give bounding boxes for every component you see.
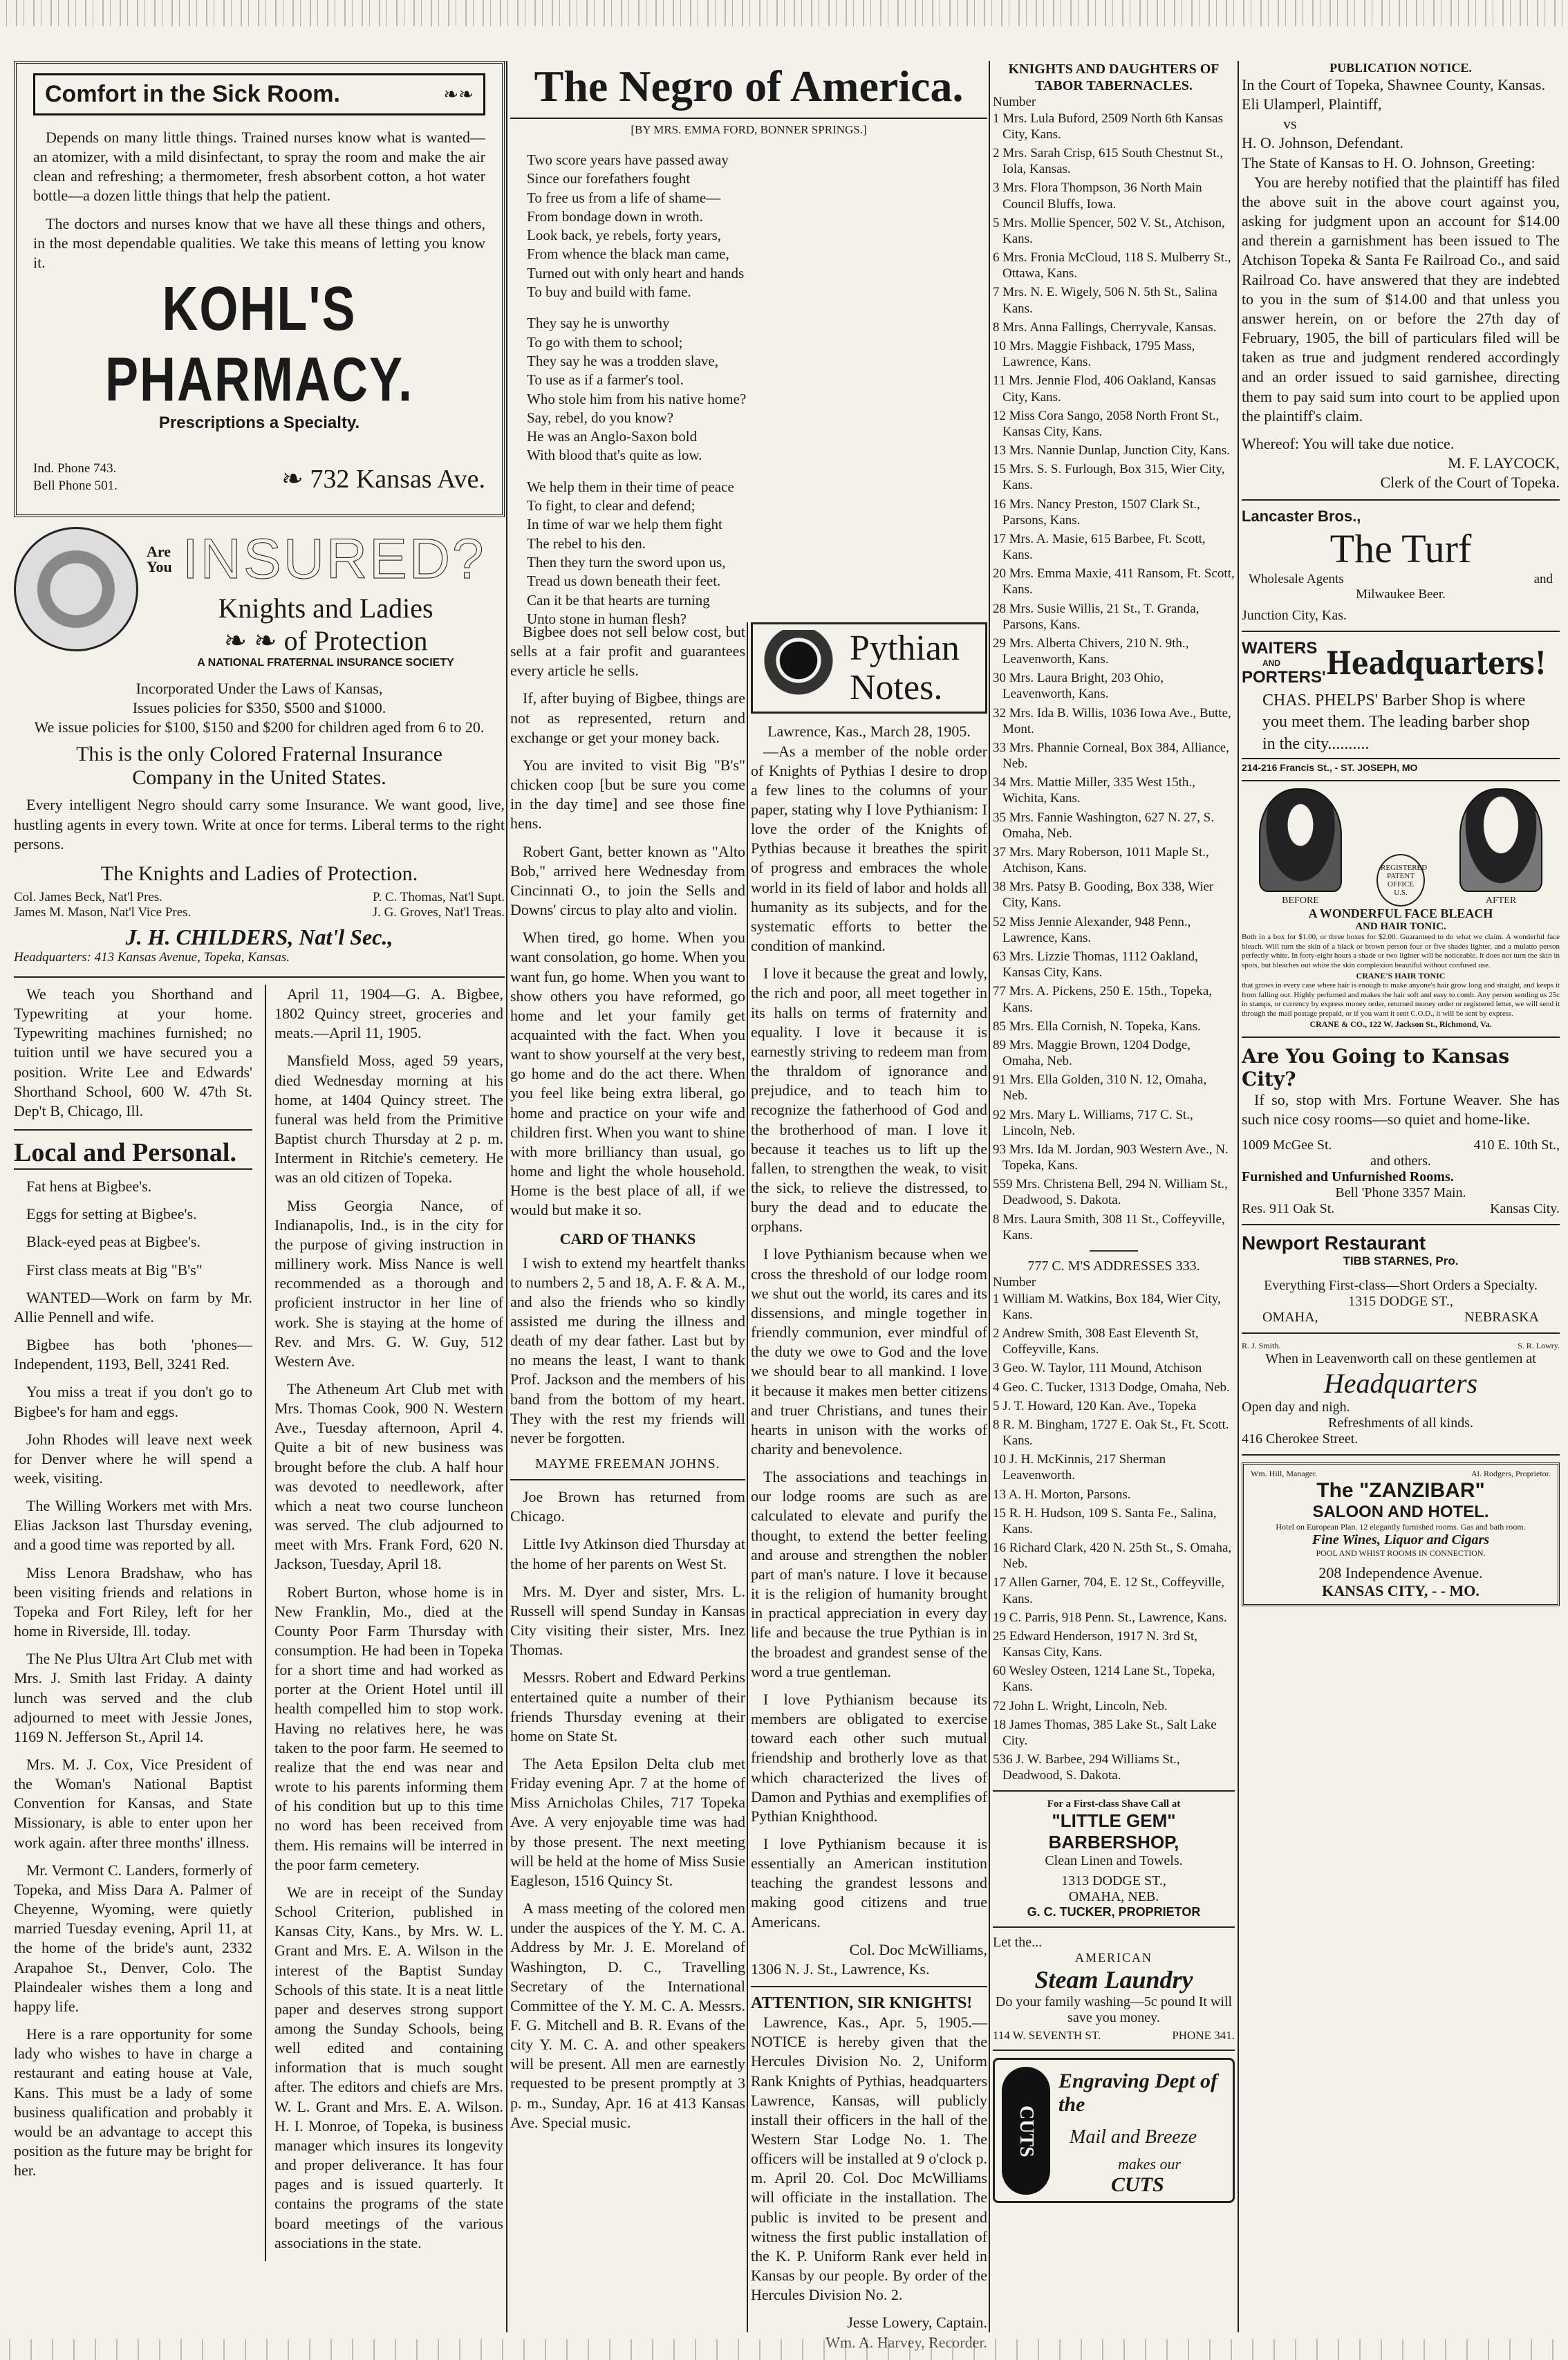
tabernacle-entry: 29 Mrs. Alberta Chivers, 210 N. 9th., Leavenworth, Kans. [993, 635, 1189, 667]
poem-stanza [527, 151, 987, 301]
laundry-phone: PHONE 341. [1172, 2029, 1235, 2043]
address-entry: 10 J. H. McKinnis, 217 Sherman Leavenworth. [993, 1452, 1166, 1483]
newport-state: NEBRASKA [1464, 1310, 1539, 1326]
poem-line: Since our forefathers fought [527, 170, 691, 187]
news-item: The Aeta Epsilon Delta club met Friday evening Apr. 7 at the home of Miss Arnicholas Chiles, 717 Topeka Ave. A very enjoyable time was had by those present. The next meeting will be held at the home of Miss Susie Eagleson, 1516 Quincy St. [510, 1754, 745, 1889]
notice-text: H. O. Johnson, Defendant. [1242, 134, 1404, 152]
are-you-label: Are You [147, 543, 172, 575]
newport-city: OMAHA, [1262, 1310, 1318, 1326]
turf-name: The Turf [1329, 526, 1472, 572]
local-item: Miss Georgia Nance, of Indianapolis, Ind., is in the city for the purpose of giving instruction in millinery work. Miss Nance is well recommended as a thorough and proficient instructor in her line of work. She is staying at the home of Rev. and Mrs. G. W. Guy, 512 Western Ave. [274, 1196, 503, 1370]
leavenworth-address: 416 Cherokee Street. [1242, 1431, 1359, 1447]
news-item: When tired, go home. When you want consolation, go home. When you want fun, go home. When you want to show others you have reformed, go home and let your family get acquainted with the fact. When you want to show yourself at the very best, go home and do the act there. When you feel like being extra liberal, go home and practice on your wife and children first. When you want to shine with more brilliancy than usual, go home and light the whole household. Home is the best place of all, if we would but make it so. [510, 929, 745, 1219]
tabernacle-entry: 17 Mrs. A. Masie, 615 Barbee, Ft. Scott, Kans. [993, 531, 1206, 563]
laundry-address: 114 W. SEVENTH ST. [993, 2029, 1101, 2043]
pythian-signature: Col. Doc McWilliams, [849, 1940, 987, 1958]
attention-heading: ATTENTION, SIR KNIGHTS! [751, 1994, 973, 2013]
engraving-cuts: CUTS [1111, 2173, 1164, 2197]
newport-address: 1315 DODGE ST., [1348, 1294, 1453, 1310]
attention-signature: Jesse Lowery, Captain. [847, 2314, 987, 2332]
phelps-address: 214-216 Francis St., - ST. JOSEPH, MO [1242, 758, 1560, 773]
pharmacy-address: 732 Kansas Ave. [310, 465, 485, 494]
after-label: AFTER [1485, 895, 1517, 906]
insurance-ad [14, 527, 505, 969]
insured-headline: INSURED? [183, 528, 486, 591]
waiters-label: WAITERS [1242, 639, 1318, 658]
laundry-american: AMERICAN [1074, 1951, 1152, 1965]
barber-sub: Clean Linen and Towels. [1045, 1853, 1183, 1869]
officer: P. C. Thomas, Nat'l Supt. [373, 889, 505, 904]
headquarters: Headquarters: 413 Kansas Avenue, Topeka, Kansas. [14, 949, 290, 965]
pharmacy-name: KOHL'S PHARMACY. [104, 274, 414, 415]
newport-body: Everything First-class—Short Orders a Specialty. [1264, 1278, 1538, 1294]
poem-line: Two score years have passed away [527, 151, 729, 168]
bleach-headline: A WONDERFUL FACE BLEACH [1308, 906, 1493, 920]
column-rule [506, 61, 507, 2332]
laundry-name: Steam Laundry [1034, 1966, 1193, 1994]
laundry-ad [993, 1935, 1235, 2043]
kc-residence: Res. 911 Oak St. [1242, 1201, 1335, 1217]
column-2b [751, 622, 987, 2351]
turf-city: Junction City, Kas. [1242, 608, 1347, 624]
tabernacle-entry: 2 Mrs. Sarah Crisp, 615 South Chestnut St., Iola, Kansas. [993, 146, 1224, 177]
tabernacle-entry: 92 Mrs. Mary L. Williams, 717 C. St., Lincoln, Neb. [993, 1107, 1193, 1138]
tabernacle-entry: 7 Mrs. N. E. Wigely, 506 N. 5th St., Salina Kans. [993, 285, 1217, 316]
leavenworth-text: When in Leavenworth call on these gentlemen at [1265, 1351, 1536, 1367]
text: This is the only Colored Fraternal Insurance Company in the United States. [76, 743, 442, 790]
tonic-heading: CRANE'S HAIR TONIC [1356, 970, 1446, 981]
pharmacy-body: The doctors and nurses know that we have all these things and others, in the most dependable qualities. We take this means of letting you know it. [33, 214, 485, 271]
pythian-paragraph: I love Pythianism because its members are obligated to exercise toward each other such mutual friendship and brotherly love as that which characterized the lives of Damon and Pythias and exemplifies of Pythian Knighthood. [751, 1690, 987, 1825]
poem-line: Say, rebel, do you know? [527, 409, 674, 426]
tabernacle-entry: 20 Mrs. Emma Maxie, 411 Ransom, Ft. Scott, Kans. [993, 566, 1235, 597]
bleach-sub: AND HAIR TONIC. [1355, 920, 1446, 932]
kc-body: If so, stop with Mrs. Fortune Weaver. She has such nice cosy rooms—so quiet and home-like. [1242, 1090, 1560, 1128]
text: Incorporated Under the Laws of Kansas, [136, 680, 383, 697]
column-2-top [510, 61, 987, 627]
officer: Col. James Beck, Nat'l Pres. [14, 889, 163, 904]
face-bleach-ad [1242, 788, 1560, 1030]
local-item: April 11, 1904—G. A. Bigbee, 1802 Quincy street, groceries and meats.—April 11, 1905. [274, 985, 503, 1042]
tabernacle-entry: 37 Mrs. Mary Roberson, 1011 Maple St., Atchison, Kans. [993, 844, 1209, 876]
addresses-heading: 777 C. M'S ADDRESSES 333. [1027, 1258, 1200, 1274]
pharmacy-body: Depends on many little things. Trained nurses know what is wanted—an atomizer, with a mild disinfectant, to spray the room and make the air clean and refreshing; a thermometer, fresh absorbent cotton, a hot water bottle—a dozen little things that help the patient. [33, 129, 485, 205]
news-item: A mass meeting of the colored men under the auspices of the Y. M. C. A. Address by Mr. J. E. Moreland of Washington, D. C., Travelling Secretary of the International Committee of the Y. M. C. A. Messrs. F. G. Mitchell and B. R. Evans of the city Y. M. C. A. and other speakers will be present. All men are earnestly requested to be present promptly at 3 p. m., Sunday, Apr. 16 at 413 Kansas Ave. Special music. [510, 1899, 745, 2131]
engraving-paper: Mail and Breeze [1070, 2126, 1197, 2148]
tabernacle-entry: 77 Mrs. A. Pickens, 250 E. 15th., Topeka, Kans. [993, 984, 1213, 1015]
address-entry: 15 R. H. Hudson, 109 S. Santa Fe., Salina, Kans. [993, 1505, 1217, 1536]
poem-byline: [BY MRS. EMMA FORD, BONNER SPRINGS.] [510, 118, 987, 137]
newport-name: Newport Restaurant [1242, 1232, 1426, 1254]
address-entry: 1 William M. Watkins, Box 184, Wier City, Kans. [993, 1291, 1221, 1322]
local-item: Bigbee has both 'phones—Independent, 1193, Bell, 3241 Red. [14, 1336, 252, 1373]
local-item: Mr. Vermont C. Landers, formerly of Topeka, and Miss Dara A. Palmer of Cheyenne, Wyoming, were quietly married Tuesday evening, April 11, at the home of the bride's aunt, 2332 Arapahoe St., Denver, Colo. The Plaindealer wishes them a long and happy life. [14, 1861, 252, 2015]
poem-line: To go with them to school; [527, 333, 683, 351]
tabernacle-entry: 13 Mrs. Nannie Dunlap, Junction City, Kans. [993, 443, 1230, 458]
zanzibar-ad [1242, 1462, 1560, 1606]
engraving-ad [993, 2058, 1235, 2203]
tabernacle-entry: 89 Mrs. Maggie Brown, 1204 Dodge, Omaha, Neb. [993, 1037, 1191, 1069]
card-of-thanks: I wish to extend my heartfelt thanks to numbers 2, 5 and 18, A. F. & A. M., and also the friends who so kindly assisted me during the illness and death of my dear father. Last but by no means the least, I want to thank Prof. Jackson and the members of his band from the bottom of my heart. They with the rest my friends will never be forgotten. [510, 1254, 745, 1447]
poem-line: With blood that's quite as low. [527, 447, 702, 464]
owner-name: S. R. Lowry. [1518, 1341, 1560, 1351]
waiters-label: PORTERS' [1242, 668, 1326, 687]
org-full-name: The Knights and Ladies of Protection. [100, 862, 418, 885]
local-item: The Ne Plus Ultra Art Club met with Mrs. J. Smith last Friday. A dainty lunch was served and the club adjourned to meet with Jessie Jones, 1169 N. Jefferson St., April 14. [14, 1650, 252, 1745]
kc-address: 410 E. 10th St., [1473, 1137, 1560, 1153]
shorthand-ad: We teach you Shorthand and Typewriting at your home. Typewriting machines furnished; no tuition until we have secured you a position. Write Lee and Edwards' Shorthand School, 600 W. 47th St. Dep't B, Chicago, Ill. [14, 985, 252, 1119]
zanzibar-proprietor: Al. Rodgers, Proprietor. [1471, 1469, 1551, 1479]
zanzibar-fine: Fine Wines, Liquor and Cigars [1312, 1532, 1490, 1548]
pythian-signature: 1306 N. J. St., Lawrence, Ks. [751, 1960, 930, 1978]
notice-text: Whereof: You will take due notice. [1242, 434, 1455, 452]
poem-line: Turned out with only heart and hands [527, 264, 745, 281]
engraving-makes: makes our [1118, 2155, 1182, 2173]
tabernacle-entry: 8 Mrs. Laura Smith, 308 11 St., Coffeyville, Kans. [993, 1211, 1225, 1243]
address-entry: 19 C. Parris, 918 Penn. St., Lawrence, Kans. [993, 1610, 1227, 1625]
tabernacle-entry: 34 Mrs. Mattie Miller, 335 West 15th., Wichita, Kans. [993, 775, 1195, 806]
officer: J. G. Groves, Nat'l Treas. [372, 904, 505, 920]
pythian-paragraph: I love Pythianism because when we cross the threshold of our lodge room we shut out the world, its cares and its dissensions, and mingle together in friendly communion, ever mindful of the duty we owe to God and the love we should bear to all mankind. I love it because it makes men better citizens and truer Christians, and tunes their hearts in unison with the works of charity and benevolence. [751, 1245, 987, 1458]
pythian-header [751, 622, 987, 714]
notice-text: vs [1283, 115, 1297, 133]
seal-emblem [14, 527, 138, 651]
before-label: BEFORE [1282, 895, 1319, 906]
knight-helmet-icon [757, 630, 840, 706]
pythian-paragraph: —As a member of the noble order of Knights of Pythias I desire to drop a few lines to the columns of your paper, stating why I love Pythianism: I love the order of the Knights of Pythias because it breathes the spirit of progress and embraces the whole world in its field of labor and holds all humanity as its subjects, and for the systematic efforts to better the condition of mankind. [751, 742, 987, 955]
scan-border-top [0, 0, 1568, 26]
ornament-icon: ❧ [281, 465, 310, 494]
tabernacle-entry: 32 Mrs. Ida B. Willis, 1036 Iowa Ave., Butte, Mont. [993, 705, 1231, 736]
laundry-line: Do your family washing—5c pound It will save you money. [995, 1994, 1233, 2026]
phone: Ind. Phone 743. [33, 461, 117, 476]
newport-proprietor: TIBB STARNES, Pro. [1343, 1254, 1459, 1268]
kc-phone: Bell 'Phone 3357 Main. [1335, 1185, 1466, 1201]
kansas-city-ad [1242, 1045, 1560, 1217]
org-name: Knights and Ladies [218, 593, 433, 624]
poem-stanza [527, 314, 987, 465]
poem-line: Then they turn the sword upon us, [527, 553, 726, 570]
poem-line: They say he is unworthy [527, 315, 670, 332]
tabernacle-entry: 33 Mrs. Phannie Corneal, Box 384, Alliance, Neb. [993, 740, 1229, 772]
headquarters-heading: Headquarters! [1325, 644, 1547, 682]
barber-lead: For a First-class Shave Call at [1047, 1799, 1181, 1810]
ornament-icon: ❧ ❧ [223, 625, 284, 656]
local-item: Mrs. M. J. Cox, Vice President of the Woman's National Baptist Convention for Kansas, and State Missionary, is able to enter upon her work again. after three months' illness. [14, 1756, 252, 1851]
attention-signature: Wm. A. Harvey, Recorder. [825, 2333, 987, 2351]
barber-proprietor: G. C. TUCKER, PROPRIETOR [1027, 1905, 1201, 1920]
zanzibar-name: The "ZANZIBAR" [1316, 1479, 1485, 1503]
poem [510, 151, 987, 629]
kc-city: Kansas City. [1490, 1201, 1560, 1217]
notice-text: Eli Ulamperl, Plaintiff, [1242, 95, 1382, 113]
column-3 [993, 61, 1235, 2332]
local-item: Mansfield Moss, aged 59 years, died Wednesday morning at his home, at 1404 Quincy street. The funeral was held from the Primitive Baptist church Thursday at 2 p. m. Interment in Ritchie's cemetery. He was an old citizen of Topeka. [274, 1052, 503, 1187]
owner-name: R. J. Smith. [1242, 1341, 1281, 1351]
notice-text: In the Court of Topeka, Shawnee County, Kansas. [1242, 76, 1545, 93]
number-label: Number [993, 1274, 1036, 1290]
local-item: Eggs for setting at Bigbee's. [26, 1205, 197, 1223]
waiters-label: AND [1262, 658, 1280, 669]
text: We issue policies for $100, $150 and $200 for children aged from 6 to 20. [34, 718, 485, 736]
local-personal-heading: Local and Personal. [14, 1137, 252, 1170]
turf-text: Milwaukee Beer. [1356, 587, 1446, 602]
tabernacle-entry: 16 Mrs. Nancy Preston, 1507 Clark St., Parsons, Kans. [993, 496, 1200, 528]
news-item: Messrs. Robert and Edward Perkins entertained quite a number of their friends Thursday evening at their home on State St. [510, 1669, 745, 1745]
tabernacle-entry: 85 Mrs. Ella Cornish, N. Topeka, Kans. [993, 1019, 1201, 1034]
pythian-paragraph: The associations and teachings in our lodge rooms are such as are calculated to elevate and purify the thought, to extend the better feeling and arouse and strengthen the nobler part of man's nature. I love it because it is the religion of humanity brought in practical appreciation in every day life and because the true Pythian is in the broadest and grandest sense of the word a true gentleman. [751, 1468, 987, 1680]
address-entry: 72 John L. Wright, Lincoln, Neb. [993, 1698, 1168, 1713]
news-item: Mrs. M. Dyer and sister, Mrs. L. Russell will spend Sunday in Kansas City visiting their sister, Mrs. Inez Thomas. [510, 1582, 745, 1659]
bleach-address: CRANE & CO., 122 W. Jackson St., Richmond, Va. [1309, 1019, 1492, 1029]
poem-line: In time of war we help them fight [527, 516, 722, 533]
poem-line: Tread us down beneath their feet. [527, 573, 721, 590]
local-item: John Rhodes will leave next week for Denver where he will spend a week, visiting. [14, 1430, 252, 1487]
barber-address: OMAHA, NEB. [1068, 1889, 1159, 1905]
address-entry: 18 James Thomas, 385 Lake St., Salt Lake City. [993, 1717, 1217, 1748]
poem-line: Who stole him from his native home? [527, 390, 747, 407]
tabernacle-entry: 8 Mrs. Anna Fallings, Cherryvale, Kansas. [993, 319, 1217, 335]
ornament-icon: ❧❧ [443, 84, 474, 104]
local-item: Miss Lenora Bradshaw, who has been visiting friends and relations in Topeka and Fort Riley, left for her home in Riverside, Ill. today. [14, 1563, 252, 1640]
leavenworth-ad [1242, 1341, 1560, 1447]
tabernacle-entry: 559 Mrs. Christena Bell, 294 N. William St., Deadwood, S. Dakota. [993, 1177, 1228, 1208]
laundry-lead: Let the... [993, 1935, 1043, 1951]
pharmacy-title: Comfort in the Sick Room. [45, 81, 340, 107]
zanzibar-sub: SALOON AND HOTEL. [1312, 1503, 1489, 1522]
turf-text: and [1533, 572, 1553, 587]
news-item: Bigbee does not sell below cost, but sells at a fair profit and guarantees every article he sells. [510, 623, 745, 680]
zanzibar-city: KANSAS CITY, - - MO. [1322, 1582, 1480, 1600]
scan-border-bottom [0, 2339, 1568, 2360]
address-entry: 2 Andrew Smith, 308 East Eleventh St, Coffeyville, Kans. [993, 1326, 1199, 1357]
card-signature: MAYME FREEMAN JOHNS. [535, 1456, 720, 1472]
poem-line: They say he was a trodden slave, [527, 352, 718, 369]
bleach-body: Both in a box for $1.00, or three boxes for $2.00. Guaranteed to do what we claim. A wonderful face bleach. Will turn the skin of a black or brown person four or five shades lighter, and a mulatto person perfectly white. In forty-eight hours a shade or two lighter will be noticeable. It does not turn the skin in spots, but bleaches out white the skin complexion beautiful without confused use. [1242, 932, 1560, 970]
poem-line: Can it be that hearts are turning [527, 591, 710, 608]
org-name: of Protection [283, 625, 428, 656]
column-2a [510, 622, 745, 2332]
before-portrait [1259, 788, 1342, 892]
poem-line: From bondage down in wroth. [527, 207, 703, 225]
pythian-dateline: Lawrence, Kas., March 28, 1905. [767, 723, 971, 741]
address-entry: 536 J. W. Barbee, 294 Williams St., Deadwood, S. Dakota. [993, 1752, 1180, 1783]
news-item: Joe Brown has returned from Chicago. [510, 1488, 745, 1525]
number-label: Number [993, 95, 1036, 109]
poem-line: From whence the black man came, [527, 245, 729, 263]
tagline: A NATIONAL FRATERNAL INSURANCE SOCIETY [197, 657, 454, 669]
news-item: If, after buying of Bigbee, things are not as represented, return and exchange or get your money back. [510, 689, 745, 746]
pythian-paragraph: I love it because the great and lowly, the rich and poor, all meet together in its halls on terms of fraternity and equality. I love it because it is earnestly striving to redeem man from the thraldom of ignorance and prejudice, and to teach him to recognize the fatherhood of God and the brotherhood of man. I love it because it teaches us to lift up the fallen, to strengthen the weak, to visit the sick, to relieve the distressed, to bury the dead and to educate the orphans. [751, 965, 987, 1236]
local-item: Fat hens at Bigbee's. [26, 1178, 152, 1196]
tabernacle-entry: 6 Mrs. Fronia McCloud, 118 S. Mulberry St., Ottawa, Kans. [993, 250, 1231, 281]
kc-text: and others. [1370, 1153, 1431, 1169]
poem-line: We help them in their time of peace [527, 478, 734, 495]
notice-text: You are hereby notified that the plaintiff has filed the above suit in the above court against you, asking for judgment upon an account for $14.00 and therein a garnishment has been issued to The Atchison Topeka & Santa Fe Railroad Co., and said Railroad Co. have answered that they are indebted to you in the sum of $14.00 and that unless you answer herein, on or before the 27th day of February, 1905, the bill of particulars filed will be taken as true and judgment rendered accordingly and an order issued to said garnishee, directing them to pay said sum into court to be applied upon the plaintiff's claim. [1242, 173, 1560, 425]
address-entry: 60 Wesley Osteen, 1214 Lane St., Topeka, Kans. [993, 1664, 1215, 1695]
phone: Bell Phone 501. [33, 478, 118, 493]
tabernacle-entry: 38 Mrs. Patsy B. Gooding, Box 338, Wier City, Kans. [993, 880, 1214, 911]
cuts-badge: CUTS [1002, 2067, 1050, 2195]
leavenworth-headquarters: Headquarters [1323, 1368, 1478, 1400]
notice-signer: M. F. LAYCOCK, [1448, 454, 1560, 472]
turf-text: Wholesale Agents [1249, 572, 1344, 587]
local-item: The Atheneum Art Club met with Mrs. Thomas Cook, 900 N. Western Ave., Tuesday afternoon, April 4. Quite a bit of new business was brought before the club. A half hour was devoted to needlework, after which a neat two course luncheon was served. The club adjourned to meet with Mrs. Frank Ford, 620 N. Jackson, Tuesday, April 18. [274, 1379, 503, 1573]
attention-notice: Lawrence, Kas., Apr. 5, 1905.—NOTICE is hereby given that the Hercules Division No. 2, Uniform Rank Knights of Pythias, headquarters Lawrence, Kansas, will publicly install their officers in the hall of the Western Star Lodge No. 1. The officers will be installed at 9 o'clock p. m. April 20. Col. Doc McWilliams will officiate in the installation. The public is invited to be present and witness the first public installation of the K. P. Uniform Rank ever held in Kansas by our people. By order of the Hercules Division No. 2. [751, 2014, 987, 2304]
tabernacle-entry: 30 Mrs. Laura Bright, 203 Ohio, Leavenworth, Kans. [993, 671, 1164, 702]
address-entry: 4 Geo. C. Tucker, 1313 Dodge, Omaha, Neb. [993, 1379, 1230, 1395]
local-item: You miss a treat if you don't go to Bigbee's for ham and eggs. [14, 1383, 252, 1420]
publication-notice [1242, 61, 1560, 492]
zanzibar-pool: POOL AND WHIST ROOMS IN CONNECTION. [1316, 1548, 1486, 1559]
engraving-dept: Engraving Dept of the [1058, 2070, 1218, 2117]
notice-clerk: Clerk of the Court of Topeka. [1380, 474, 1560, 492]
poem-line: The rebel to his den. [527, 535, 646, 552]
local-item: The Willing Workers met with Mrs. Elias Jackson last Thursday evening, and a good time was reported by all. [14, 1497, 252, 1554]
local-item: Robert Burton, whose home is in New Franklin, Mo., died at the County Poor Farm Thursday with consumption. He had been in Topeka for a short time and had worked as porter at the Orient Hotel until ill health compelled him to stop work. Having no relatives here, he was taken to the poor farm. He seemed to realize that the end was near and wrote to his parents informing them of his condition but up to this time no word has been received from them. His remains will be interred in the poor farm cemetery. [274, 1583, 503, 1873]
pharmacy-ad [14, 61, 505, 517]
pharmacy-specialty: Prescriptions a Specialty. [158, 414, 360, 433]
barber-address: 1313 DODGE ST., [1061, 1873, 1166, 1889]
barber-name: "LITTLE GEM" BARBERSHOP, [1048, 1810, 1179, 1853]
secretary: J. H. CHILDERS, Nat'l Sec., [125, 924, 393, 949]
poem-line: To buy and build with fame. [527, 284, 691, 301]
address-entry: 13 A. H. Morton, Parsons. [993, 1487, 1131, 1502]
turf-ad [1242, 508, 1560, 624]
tabernacle-entry: 93 Mrs. Ida M. Jordan, 903 Western Ave., N. Topeka, Kans. [993, 1142, 1229, 1173]
zanzibar-manager: Wm. Hill, Manager. [1251, 1469, 1318, 1479]
address-entry: 8 R. M. Bingham, 1727 E. Oak St., Ft. Scott. Kans. [993, 1417, 1229, 1449]
tabernacle-entry: 52 Miss Jennie Alexander, 948 Penn., Lawrence, Kans. [993, 914, 1191, 945]
address-entry: 16 Richard Clark, 420 N. 25th St., S. Omaha, Neb. [993, 1541, 1232, 1572]
address-entry: 5 J. T. Howard, 120 Kan. Ave., Topeka [993, 1398, 1197, 1413]
address-entry: 25 Edward Henderson, 1917 N. 3rd St, Kansas City, Kans. [993, 1628, 1198, 1660]
trademark-seal: REGISTERED PATENT OFFICE U.S. [1376, 854, 1425, 907]
barber-ad [993, 1799, 1235, 1920]
poem-title: The Negro of America. [534, 62, 964, 111]
zanzibar-hotel: Hotel on European Plan. 12 elegantly furnished rooms. Gas and bath room. [1276, 1522, 1526, 1532]
poem-line: To fight, to clear and defend; [527, 497, 696, 514]
poem-line: He was an Anglo-Saxon bold [527, 428, 698, 445]
zanzibar-address: 208 Independence Avenue. [1318, 1564, 1483, 1582]
tabernacle-entry: 28 Mrs. Susie Willis, 21 St., T. Granda, Parsons, Kans. [993, 601, 1200, 632]
after-portrait [1459, 788, 1542, 892]
tabernacle-entry: 3 Mrs. Flora Thompson, 36 North Main Council Bluffs, Iowa. [993, 180, 1202, 212]
notice-text: The State of Kansas to H. O. Johnson, Greeting: [1242, 154, 1536, 171]
notice-heading: PUBLICATION NOTICE. [1329, 61, 1472, 75]
pythian-paragraph: I love Pythianism because it is essentially an American institution teaching the grandest lessons and making good citizens and true Americans. [751, 1834, 987, 1931]
news-item: Little Ivy Atkinson died Thursday at the home of her parents on West St. [510, 1535, 745, 1572]
tabernacle-entry: 63 Mrs. Lizzie Thomas, 1112 Oakland, Kansas City, Kans. [993, 949, 1198, 981]
column-1 [14, 61, 505, 2332]
tabernacle-entry: 10 Mrs. Maggie Fishback, 1795 Mass, Lawrence, Kans. [993, 338, 1195, 370]
poem-line: Unto stone in human flesh? [527, 610, 687, 627]
news-item: Robert Gant, better known as "Alto Bob," arrived here Wednesday from Cincinnati O., to join the Sells and Downs' circus to play alto and violin. [510, 842, 745, 919]
local-item: First class meats at Big "B's" [26, 1261, 203, 1279]
tabernacle-entry: 11 Mrs. Jennie Flod, 406 Oakland, Kansas City, Kans. [993, 373, 1216, 405]
tabor-heading: KNIGHTS AND DAUGHTERS OF TABOR TABERNACLES. [1008, 62, 1220, 93]
text: Issues policies for $350, $500 and $1000. [132, 699, 386, 717]
tabernacle-entry: 12 Miss Cora Sango, 2058 North Front St., Kansas City, Kans. [993, 408, 1220, 439]
column-4 [1242, 61, 1560, 2332]
pythian-title: Pythian Notes. [850, 629, 960, 708]
turf-owner: Lancaster Bros., [1242, 508, 1361, 526]
leavenworth-text: Refreshments of all kinds. [1328, 1415, 1473, 1431]
kc-furnished: Furnished and Unfurnished Rooms. [1242, 1169, 1454, 1185]
leavenworth-hours: Open day and nigh. [1242, 1400, 1350, 1415]
tabernacle-entry: 91 Mrs. Ella Golden, 310 N. 12, Omaha, Neb. [993, 1072, 1207, 1104]
column-rule [989, 61, 990, 2332]
column-1b [265, 985, 503, 2261]
poem-line: To use as if a farmer's tool. [527, 371, 684, 389]
local-item: WANTED—Work on farm by Mr. Allie Pennell and wife. [14, 1288, 252, 1326]
tabernacle-entry: 5 Mrs. Mollie Spencer, 502 V. St., Atchison, Kans. [993, 215, 1225, 246]
waiters-ad [1242, 639, 1560, 773]
local-items [14, 1177, 252, 2180]
text: Every intelligent Negro should carry some Insurance. We want good, live, hustling agents in every town. Write at once for terms. Liberal terms to the right persons. [14, 796, 505, 853]
local-item: We are in receipt of the Sunday School Criterion, published in Kansas City, Kans., by Mrs. W. L. Grant and Mrs. E. A. Wilson in the interest of the Baptist Sunday Schools of this state. It is a neat little paper and deserves strong support among the Sunday Schools, being well edited and containing information that is much sought after. The editors and chiefs are Mrs. W. L. Grant and Mrs. E. A. Wilson. H. I. Monroe, of Topeka, is business manager which insures its longevity and proper deliverance. It has four pages and is issued quarterly. It contains the programs of the state board meetings of the various associations in the state. [274, 1883, 503, 2251]
tabernacle-entry: 15 Mrs. S. S. Furlough, Box 315, Wier City, Kans. [993, 462, 1225, 493]
column-rule [747, 622, 748, 2332]
column-1a [14, 985, 252, 2261]
poem-stanza [527, 478, 987, 629]
column-rule [1238, 61, 1239, 2332]
poem-line: Look back, ye rebels, forty years, [527, 227, 722, 244]
local-item: Black-eyed peas at Bigbee's. [26, 1233, 200, 1251]
kc-heading: Are You Going to Kansas City? [1242, 1044, 1510, 1090]
address-entry: 3 Geo. W. Taylor, 111 Mound, Atchison [993, 1361, 1202, 1376]
officer: James M. Mason, Nat'l Vice Pres. [14, 904, 192, 920]
tonic-body: that grows in every case where hair is enough to make anyone's hair grow long and straight, and keeps it from falling out. Highly perfumed and makes the hair soft and easy to comb. Any person sending us 25c in stamps, or currency by express money order, returned money order or registered letter, we will send it through the mail postage prepaid, or if you want it sent C.O.D., it will be sent by express. [1242, 981, 1560, 1019]
tabernacle-entry: 1 Mrs. Lula Buford, 2509 North 6th Kansas City, Kans. [993, 111, 1223, 142]
local-item: Here is a rare opportunity for some lady who wishes to have in charge a restaurant and eating house at Vale, Kans. This must be a lady of some business qualification and probably it would be an advantage to accept this position as the future may be bright for her. [14, 2025, 252, 2180]
kc-address: 1009 McGee St. [1242, 1137, 1332, 1153]
address-entry: 17 Allen Garner, 704, E. 12 St., Coffeyville, Kans. [993, 1575, 1225, 1606]
card-of-thanks-heading: CARD OF THANKS [559, 1229, 696, 1247]
tabernacle-entry: 35 Mrs. Fannie Washington, 627 N. 27, S. Omaha, Neb. [993, 810, 1215, 841]
newport-ad [1242, 1232, 1560, 1326]
news-item: You are invited to visit Big "B's" chicken coop [but be sure you come in the day time] and see those fine hens. [510, 756, 745, 833]
phelps-text: CHAS. PHELPS' Barber Shop is where you meet them. The leading barber shop in the city.......... [1262, 691, 1530, 753]
poem-line: To free us from a life of shame— [527, 189, 721, 206]
